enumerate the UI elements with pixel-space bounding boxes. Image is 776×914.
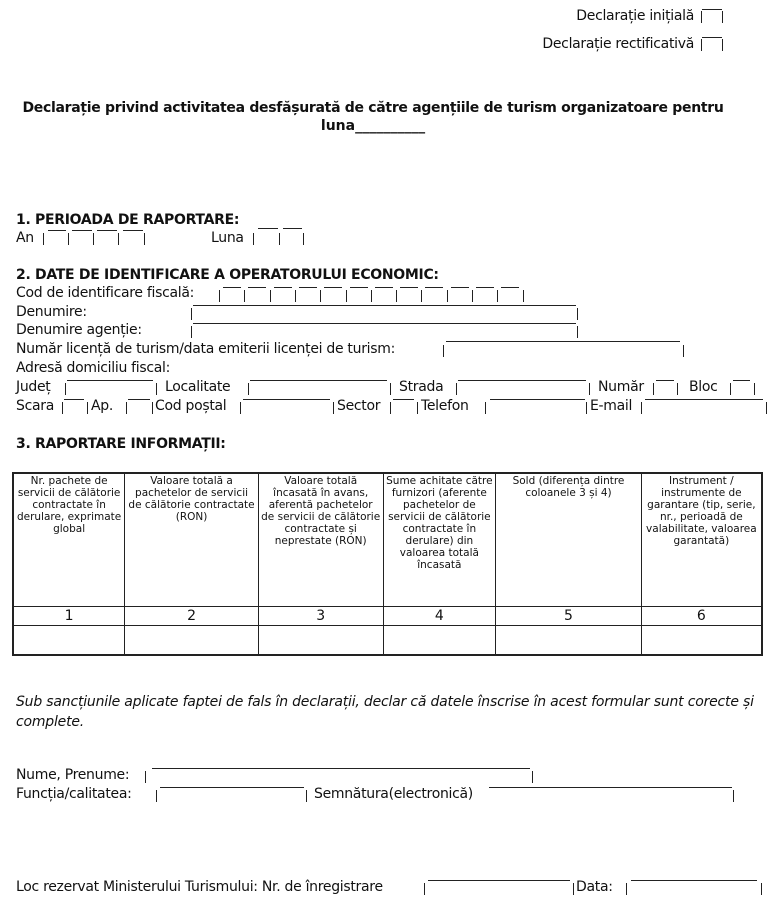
column-header-6: Instrument / instrumente de garantare (tip, serie, nr., perioadă de valabilitate, valoarea garantată): [641, 473, 762, 607]
function-label: Funcția/calitatea:: [16, 786, 132, 802]
column-number-4: 4: [383, 607, 496, 626]
cif-box-divider: [270, 290, 271, 302]
cif-box-divider: [421, 290, 422, 302]
cif-box-divider: [447, 290, 448, 302]
data-cell-3[interactable]: [258, 626, 383, 656]
postal-code-label: Cod poștal: [155, 398, 227, 414]
cif-box-divider: [295, 290, 296, 302]
cif-box-divider: [219, 290, 220, 302]
column-header-4: Sume achitate către furnizori (aferente pachetelor de servicii de călătorie contractate în derulare) din valoarea totală încasată: [383, 473, 496, 607]
cif-digit-box[interactable]: [400, 287, 418, 301]
column-number-3: 3: [258, 607, 383, 626]
cif-box-divider: [472, 290, 473, 302]
ministry-reserved-label: Loc rezervat Ministerului Turismului: Nr. de înregistrare: [16, 879, 383, 895]
report-table: [12, 472, 763, 656]
data-cell-2[interactable]: [125, 626, 259, 656]
sector-label: Sector: [337, 398, 381, 414]
cif-box-divider: [320, 290, 321, 302]
cif-box-divider: [244, 290, 245, 302]
column-number-6: 6: [641, 607, 762, 626]
cif-digit-box[interactable]: [223, 287, 241, 301]
month-label: Luna: [211, 230, 244, 246]
column-number-row: [13, 607, 762, 626]
document-title: Declarație privind activitatea desfășurată de către agențiile de turism organizatoare pentru: [22, 100, 724, 116]
cif-digit-box[interactable]: [501, 287, 519, 301]
year-label: An: [16, 230, 34, 246]
full-name-label: Nume, Prenume:: [16, 767, 130, 783]
stair-label: Scara: [16, 398, 54, 414]
table-header-row: [13, 473, 762, 607]
cif-box-divider: [346, 290, 347, 302]
data-cell-4[interactable]: [383, 626, 496, 656]
column-number-1: 1: [13, 607, 125, 626]
cif-digit-box[interactable]: [425, 287, 443, 301]
column-number-5: 5: [496, 607, 642, 626]
column-header-2: Valoare totală a pachetelor de servicii de călătorie contractate (RON): [125, 473, 259, 607]
table-data-row: [13, 626, 762, 656]
cif-digit-box[interactable]: [299, 287, 317, 301]
county-label: Județ: [16, 379, 51, 395]
cif-digit-box[interactable]: [451, 287, 469, 301]
company-name-label: Denumire:: [16, 304, 87, 320]
fiscal-address-label: Adresă domiciliu fiscal:: [16, 360, 171, 376]
cif-box-divider: [371, 290, 372, 302]
initial-declaration-label: Declarație inițială: [576, 8, 694, 24]
block-label: Bloc: [689, 379, 718, 395]
email-label: E-mail: [590, 398, 633, 414]
cif-box-divider: [523, 290, 524, 302]
column-header-1: Nr. pachete de servicii de călătorie contractate în derulare, exprimate global: [13, 473, 125, 607]
data-cell-6[interactable]: [641, 626, 762, 656]
data-cell-5[interactable]: [496, 626, 642, 656]
section2-heading: 2. DATE DE IDENTIFICARE A OPERATORULUI ECONOMIC:: [16, 267, 439, 283]
cif-digit-box[interactable]: [248, 287, 266, 301]
cif-digit-box[interactable]: [350, 287, 368, 301]
column-number-2: 2: [125, 607, 259, 626]
column-header-3: Valoare totală încasată în avans, aferentă pachetelor de servicii de călătorie contractate și neprestate (RON): [258, 473, 383, 607]
apartment-label: Ap.: [91, 398, 114, 414]
document-title-month: luna__________: [320, 118, 426, 134]
cif-digit-box[interactable]: [274, 287, 292, 301]
cif-box-divider: [497, 290, 498, 302]
phone-label: Telefon: [421, 398, 469, 414]
cif-digit-box[interactable]: [375, 287, 393, 301]
data-cell-1[interactable]: [13, 626, 125, 656]
street-label: Strada: [399, 379, 444, 395]
signature-label: Semnătura(electronică): [314, 786, 473, 802]
cif-label: Cod de identificare fiscală:: [16, 285, 195, 301]
cif-digit-box[interactable]: [476, 287, 494, 301]
column-header-5: Sold (diferența dintre coloanele 3 și 4): [496, 473, 642, 607]
cif-box-divider: [396, 290, 397, 302]
section1-heading: 1. PERIOADA DE RAPORTARE:: [16, 212, 240, 228]
section3-heading: 3. RAPORTARE INFORMAȚII:: [16, 436, 226, 452]
locality-label: Localitate: [165, 379, 231, 395]
rectificative-declaration-label: Declarație rectificativă: [542, 36, 694, 52]
cif-digit-box[interactable]: [324, 287, 342, 301]
license-label: Număr licență de turism/data emiterii licenței de turism:: [16, 341, 395, 357]
date-label: Data:: [576, 879, 613, 895]
number-label: Număr: [598, 379, 644, 395]
agency-name-label: Denumire agenție:: [16, 322, 142, 338]
declaration-statement: Sub sancțiunile aplicate faptei de fals în declarații, declar că datele înscrise în acest formular sunt corecte și complete.: [16, 694, 754, 730]
